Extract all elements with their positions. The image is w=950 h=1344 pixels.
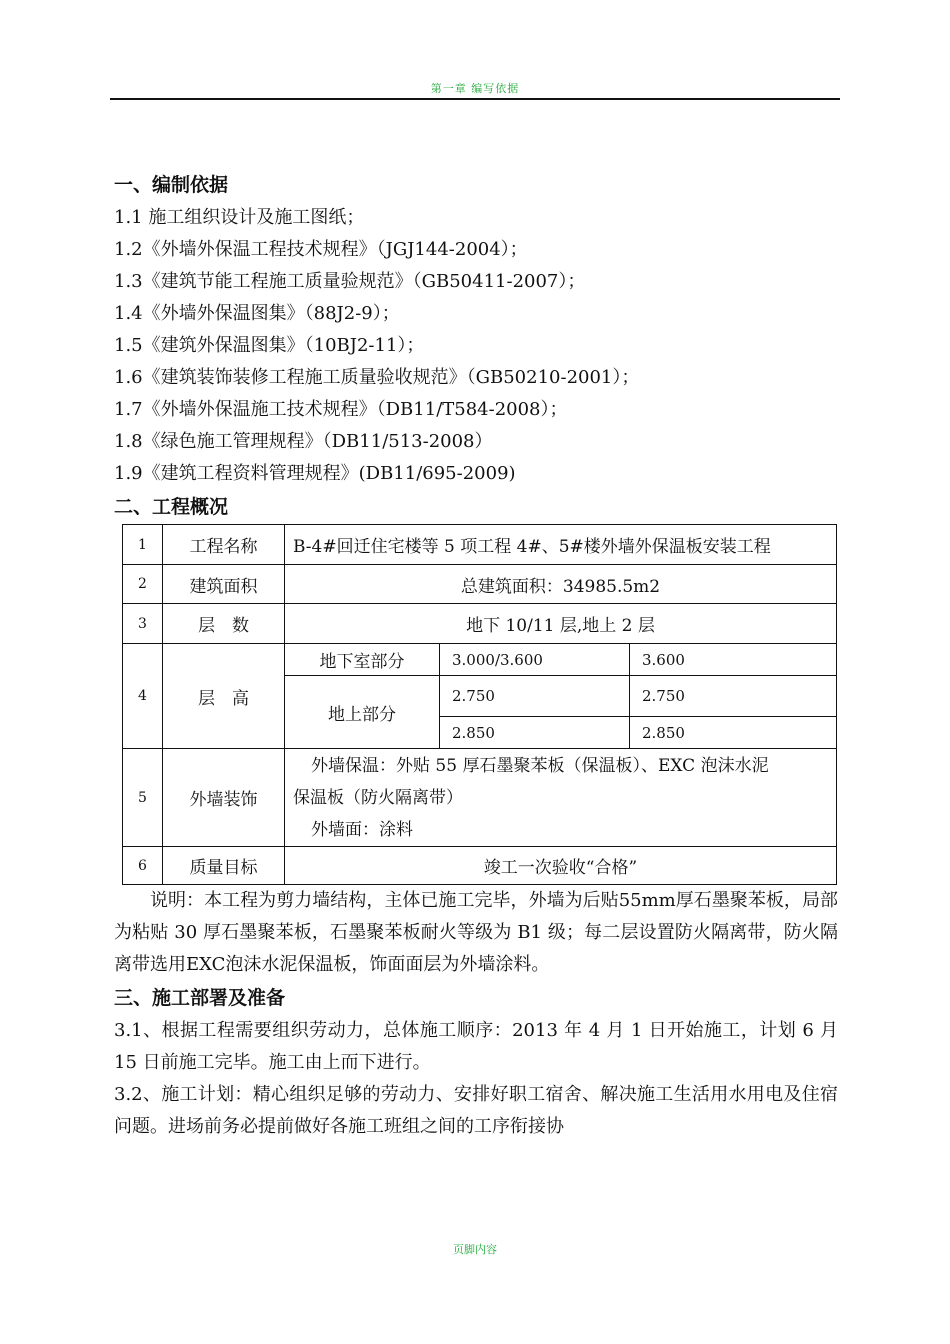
basement-height-a: 3.000/3.600 bbox=[440, 644, 630, 676]
basement-height-b: 3.600 bbox=[630, 644, 837, 676]
above-height-2a: 2.850 bbox=[440, 717, 630, 749]
table-row bbox=[123, 604, 837, 644]
row-label: 质量目标 bbox=[163, 847, 285, 885]
overview-note: 说明：本工程为剪力墙结构，主体已施工完毕，外墙为后贴55mm厚石墨聚苯板，局部为粘贴 30 厚石墨聚苯板，石墨聚苯板耐火等级为 B1 级；每二层设置防火隔离带，防火隔离带选用EXC泡沫水泥保温板，饰面面层为外墙涂料。 bbox=[114, 890, 838, 975]
basis-item: 1.5《建筑外保温图集》（10BJ2-11）； bbox=[114, 335, 425, 356]
row-label: 建筑面积 bbox=[163, 565, 285, 604]
table-row bbox=[123, 644, 837, 676]
basis-item: 1.2《外墙外保温工程技术规程》（JGJ144-2004）； bbox=[114, 239, 528, 260]
table-row bbox=[123, 565, 837, 604]
project-overview-table bbox=[122, 524, 837, 885]
basis-item: 1.4《外墙外保温图集》（88J2-9）； bbox=[114, 303, 400, 324]
section2-heading: 二、工程概况 bbox=[114, 496, 229, 518]
basis-item: 1.9《建筑工程资料管理规程》(DB11/695-2009) bbox=[114, 463, 516, 484]
table-row bbox=[123, 847, 837, 885]
section3-heading: 三、施工部署及准备 bbox=[114, 987, 286, 1009]
floor-count-value: 地下 10/11 层,地上 2 层 bbox=[285, 604, 837, 644]
building-area-value: 总建筑面积：34985.5m2 bbox=[285, 565, 837, 604]
overview-table-wrapper bbox=[122, 524, 836, 885]
basis-item: 1.3《建筑节能工程施工质量验规范》（GB50411-2007）； bbox=[114, 271, 586, 292]
section3-paragraph-1: 3.1、根据工程需要组织劳动力，总体施工顺序：2013 年 4 月 1 日开始施工，计划 6 月 15 日前施工完毕。施工由上而下进行。 bbox=[114, 1020, 838, 1073]
row-number: 4 bbox=[123, 644, 163, 749]
quality-target-value: 竣工一次验收“合格” bbox=[285, 847, 837, 885]
table-row bbox=[123, 525, 837, 565]
basement-label: 地下室部分 bbox=[285, 644, 440, 676]
page-footer-text: 页脚内容 bbox=[453, 1243, 497, 1256]
row-number: 2 bbox=[123, 565, 163, 604]
exterior-decoration-value bbox=[285, 749, 837, 847]
section1-heading: 一、编制依据 bbox=[114, 174, 229, 196]
header-rule bbox=[110, 98, 840, 100]
row-label: 层 数 bbox=[163, 604, 285, 644]
basis-item: 1.8《绿色施工管理规程》（DB11/513-2008） bbox=[114, 431, 493, 452]
row-number: 6 bbox=[123, 847, 163, 885]
table-row bbox=[123, 749, 837, 847]
decor-line-3: 外墙面：涂料 bbox=[311, 819, 413, 840]
row-label: 层 高 bbox=[163, 644, 285, 749]
row-number: 1 bbox=[123, 525, 163, 565]
decor-line-2: 保温板（防火隔离带） bbox=[293, 787, 463, 808]
above-height-1b: 2.750 bbox=[630, 676, 837, 717]
section3-paragraph-2: 3.2、施工计划：精心组织足够的劳动力、安排好职工宿舍、解决施工生活用水用电及住宿问题。进场前务必提前做好各施工班组之间的工序衔接协 bbox=[114, 1084, 838, 1137]
above-height-2b: 2.850 bbox=[630, 717, 837, 749]
document-body bbox=[114, 168, 838, 1143]
basis-item: 1.1 施工组织设计及施工图纸； bbox=[114, 207, 365, 228]
row-number: 5 bbox=[123, 749, 163, 847]
above-ground-label: 地上部分 bbox=[285, 676, 440, 749]
page-header-title: 第一章 编写依据 bbox=[430, 82, 520, 95]
above-height-1a: 2.750 bbox=[440, 676, 630, 717]
row-label: 工程名称 bbox=[163, 525, 285, 565]
basis-item: 1.7《外墙外保温施工技术规程》（DB11/T584-2008）； bbox=[114, 399, 568, 420]
row-label: 外墙装饰 bbox=[163, 749, 285, 847]
project-name-value: B-4#回迁住宅楼等 5 项工程 4#、5#楼外墙外保温板安装工程 bbox=[285, 525, 837, 565]
basis-list bbox=[114, 202, 838, 490]
decor-line-1: 外墙保温：外贴 55 厚石墨聚苯板（保温板）、EXC 泡沫水泥 bbox=[311, 755, 769, 776]
basis-item: 1.6《建筑装饰装修工程施工质量验收规范》（GB50210-2001）； bbox=[114, 367, 640, 388]
row-number: 3 bbox=[123, 604, 163, 644]
